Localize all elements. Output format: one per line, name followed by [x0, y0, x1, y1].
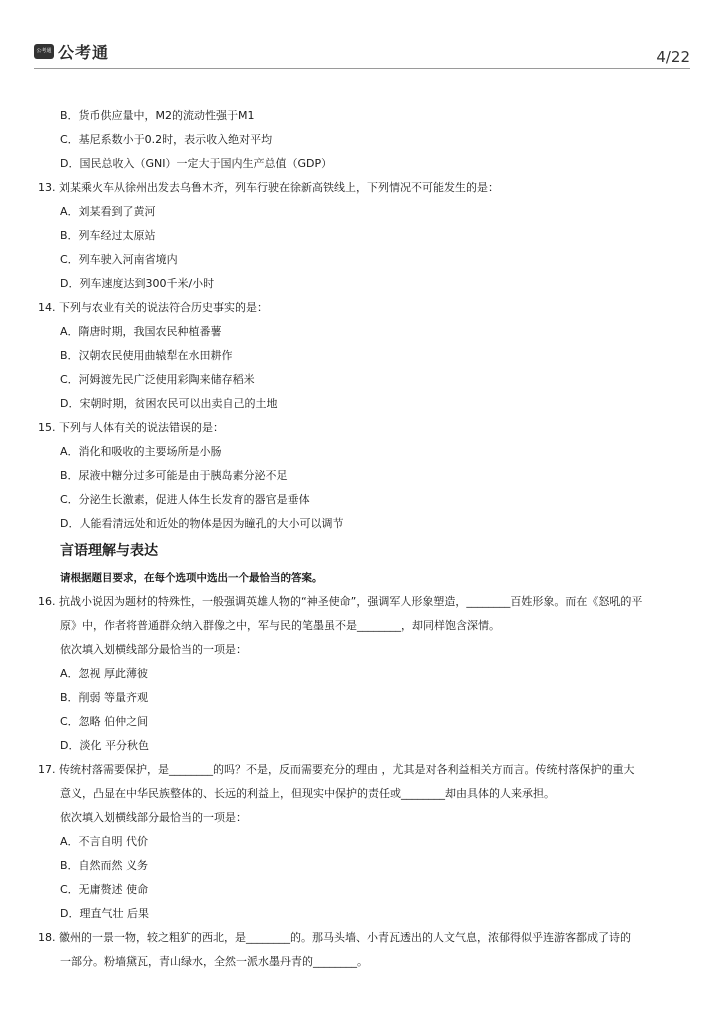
q17-prompt: 依次填入划横线部分最恰当的一项是：	[60, 811, 247, 824]
q16-option-c: C．忽略 伯仲之间	[60, 715, 149, 728]
q14-option-a: A．隋唐时期，我国农民种植番薯	[60, 325, 222, 338]
q17-option-a: A．不言自明 代价	[60, 835, 149, 848]
q16-stem-line1: 16. 抗战小说因为题材的特殊性，一般强调英雄人物的“神圣使命”，强调军人形象塑造，________百姓形象。而在《怒吼的平	[38, 595, 643, 608]
q12-option-d: D．国民总收入（GNI）一定大于国内生产总值（GDP）	[60, 157, 333, 170]
q17-stem-line1: 17. 传统村落需要保护，是________的吗？不是，反而需要充分的理由 ，尤其是对各利益相关方而言。传统村落保护的重大	[38, 763, 635, 776]
q14-option-b: B．汉朝农民使用曲辕犁在水田耕作	[60, 349, 233, 362]
page-header	[34, 40, 690, 69]
section-instruction: 请根据题目要求，在每个选项中选出一个最恰当的答案。	[60, 572, 323, 584]
q14-stem: 14. 下列与农业有关的说法符合历史事实的是：	[38, 301, 268, 314]
q17-stem-line2: 意义，凸显在中华民族整体的、长远的利益上，但现实中保护的责任或________却由具体的人来承担。	[60, 787, 555, 800]
q18-stem-line2: 一部分。粉墙黛瓦，青山绿水，全然一派水墨丹青的________。	[60, 955, 368, 968]
q15-option-b: B．尿液中糖分过多可能是由于胰岛素分泌不足	[60, 469, 288, 482]
q13-option-b: B．列车经过太原站	[60, 229, 156, 242]
q12-option-b: B．货币供应量中，M2的流动性强于M1	[60, 109, 255, 122]
section-title: 言语理解与表达	[60, 543, 158, 559]
q16-option-d: D．淡化 平分秋色	[60, 739, 149, 752]
q15-option-d: D．人能看清远处和近处的物体是因为瞳孔的大小可以调节	[60, 517, 344, 530]
q16-prompt: 依次填入划横线部分最恰当的一项是：	[60, 643, 247, 656]
logo-icon: 公考通	[34, 44, 54, 59]
q14-option-c: C．河姆渡先民广泛使用彩陶来储存稻米	[60, 373, 255, 386]
document-body	[38, 104, 690, 974]
q13-stem: 13. 刘某乘火车从徐州出发去乌鲁木齐，列车行驶在徐新高铁线上，下列情况不可能发生的是：	[38, 181, 499, 194]
q15-stem: 15. 下列与人体有关的说法错误的是：	[38, 421, 224, 434]
q13-option-a: A．刘某看到了黄河	[60, 205, 156, 218]
q16-option-a: A．忽视 厚此薄彼	[60, 667, 149, 680]
q13-option-c: C．列车驶入河南省境内	[60, 253, 178, 266]
q18-stem-line1: 18. 徽州的一景一物，较之粗犷的西北，是________的。那马头墙、小青瓦透出的人文气息，浓郁得似乎连游客都成了诗的	[38, 931, 631, 944]
q15-option-c: C．分泌生长激素，促进人体生长发育的器官是垂体	[60, 493, 310, 506]
q12-option-c: C．基尼系数小于0.2时，表示收入绝对平均	[60, 133, 273, 146]
q13-option-d: D．列车速度达到300千米/小时	[60, 277, 215, 290]
brand-name: 公考通	[58, 43, 110, 62]
page-number: 4/22	[656, 48, 690, 66]
q14-option-d: D．宋朝时期，贫困农民可以出卖自己的土地	[60, 397, 278, 410]
q16-stem-line2: 原》中，作者将普通群众纳入群像之中，军与民的笔墨虽不是________，却同样饱含深情。	[60, 619, 500, 632]
q17-option-d: D．理直气壮 后果	[60, 907, 149, 920]
q16-option-b: B．削弱 等量齐观	[60, 691, 149, 704]
q17-option-c: C．无庸赘述 使命	[60, 883, 149, 896]
q15-option-a: A．消化和吸收的主要场所是小肠	[60, 445, 222, 458]
q17-option-b: B．自然而然 义务	[60, 859, 149, 872]
